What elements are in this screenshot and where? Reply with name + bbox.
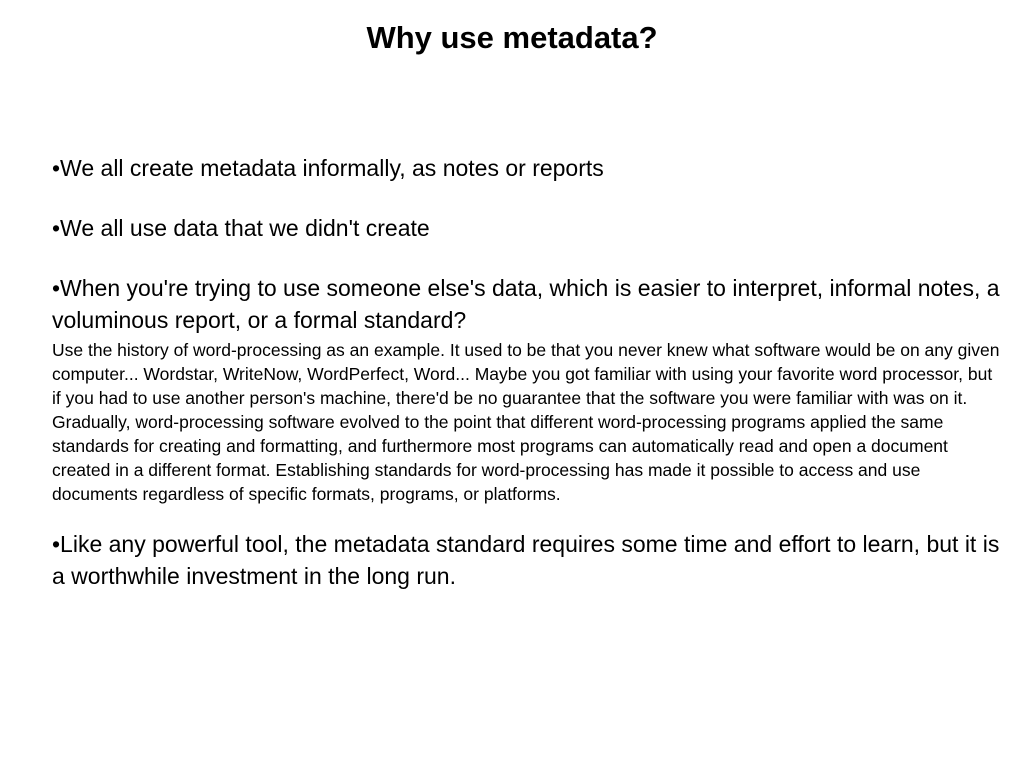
bullet-item: •We all create metadata informally, as notes or reports (52, 155, 604, 181)
speaker-note-paragraph: Use the history of word-processing as an example. It used to be that you never knew what software would be on any given computer... Wordstar, WriteNow, WordPerfect, Word... Maybe you got familiar with using your favorite word processor, but if you had to use another person's machine, there'd be no guarantee that the software you were familiar with was on it. Gradually, word-processing software evolved to the point that different word-processing programs applied the same standards for creating and formatting, and furthermore most programs can automatically read and open a document created in a different format. Establishing standards for word-processing has made it possible to access and use documents regardless of specific formats, programs, or platforms. (52, 340, 1000, 504)
slide-title: Why use metadata? (366, 20, 658, 55)
bullet-item: •Like any powerful tool, the metadata standard requires some time and effort to learn, but it is a worthwhile investment in the long run. (52, 531, 1000, 589)
bullet-item: •When you're trying to use someone else's data, which is easier to interpret, informal notes, a voluminous report, or a formal standard? (52, 275, 1000, 333)
slide-content (52, 152, 1002, 592)
bullet-item: •We all use data that we didn't create (52, 215, 430, 241)
